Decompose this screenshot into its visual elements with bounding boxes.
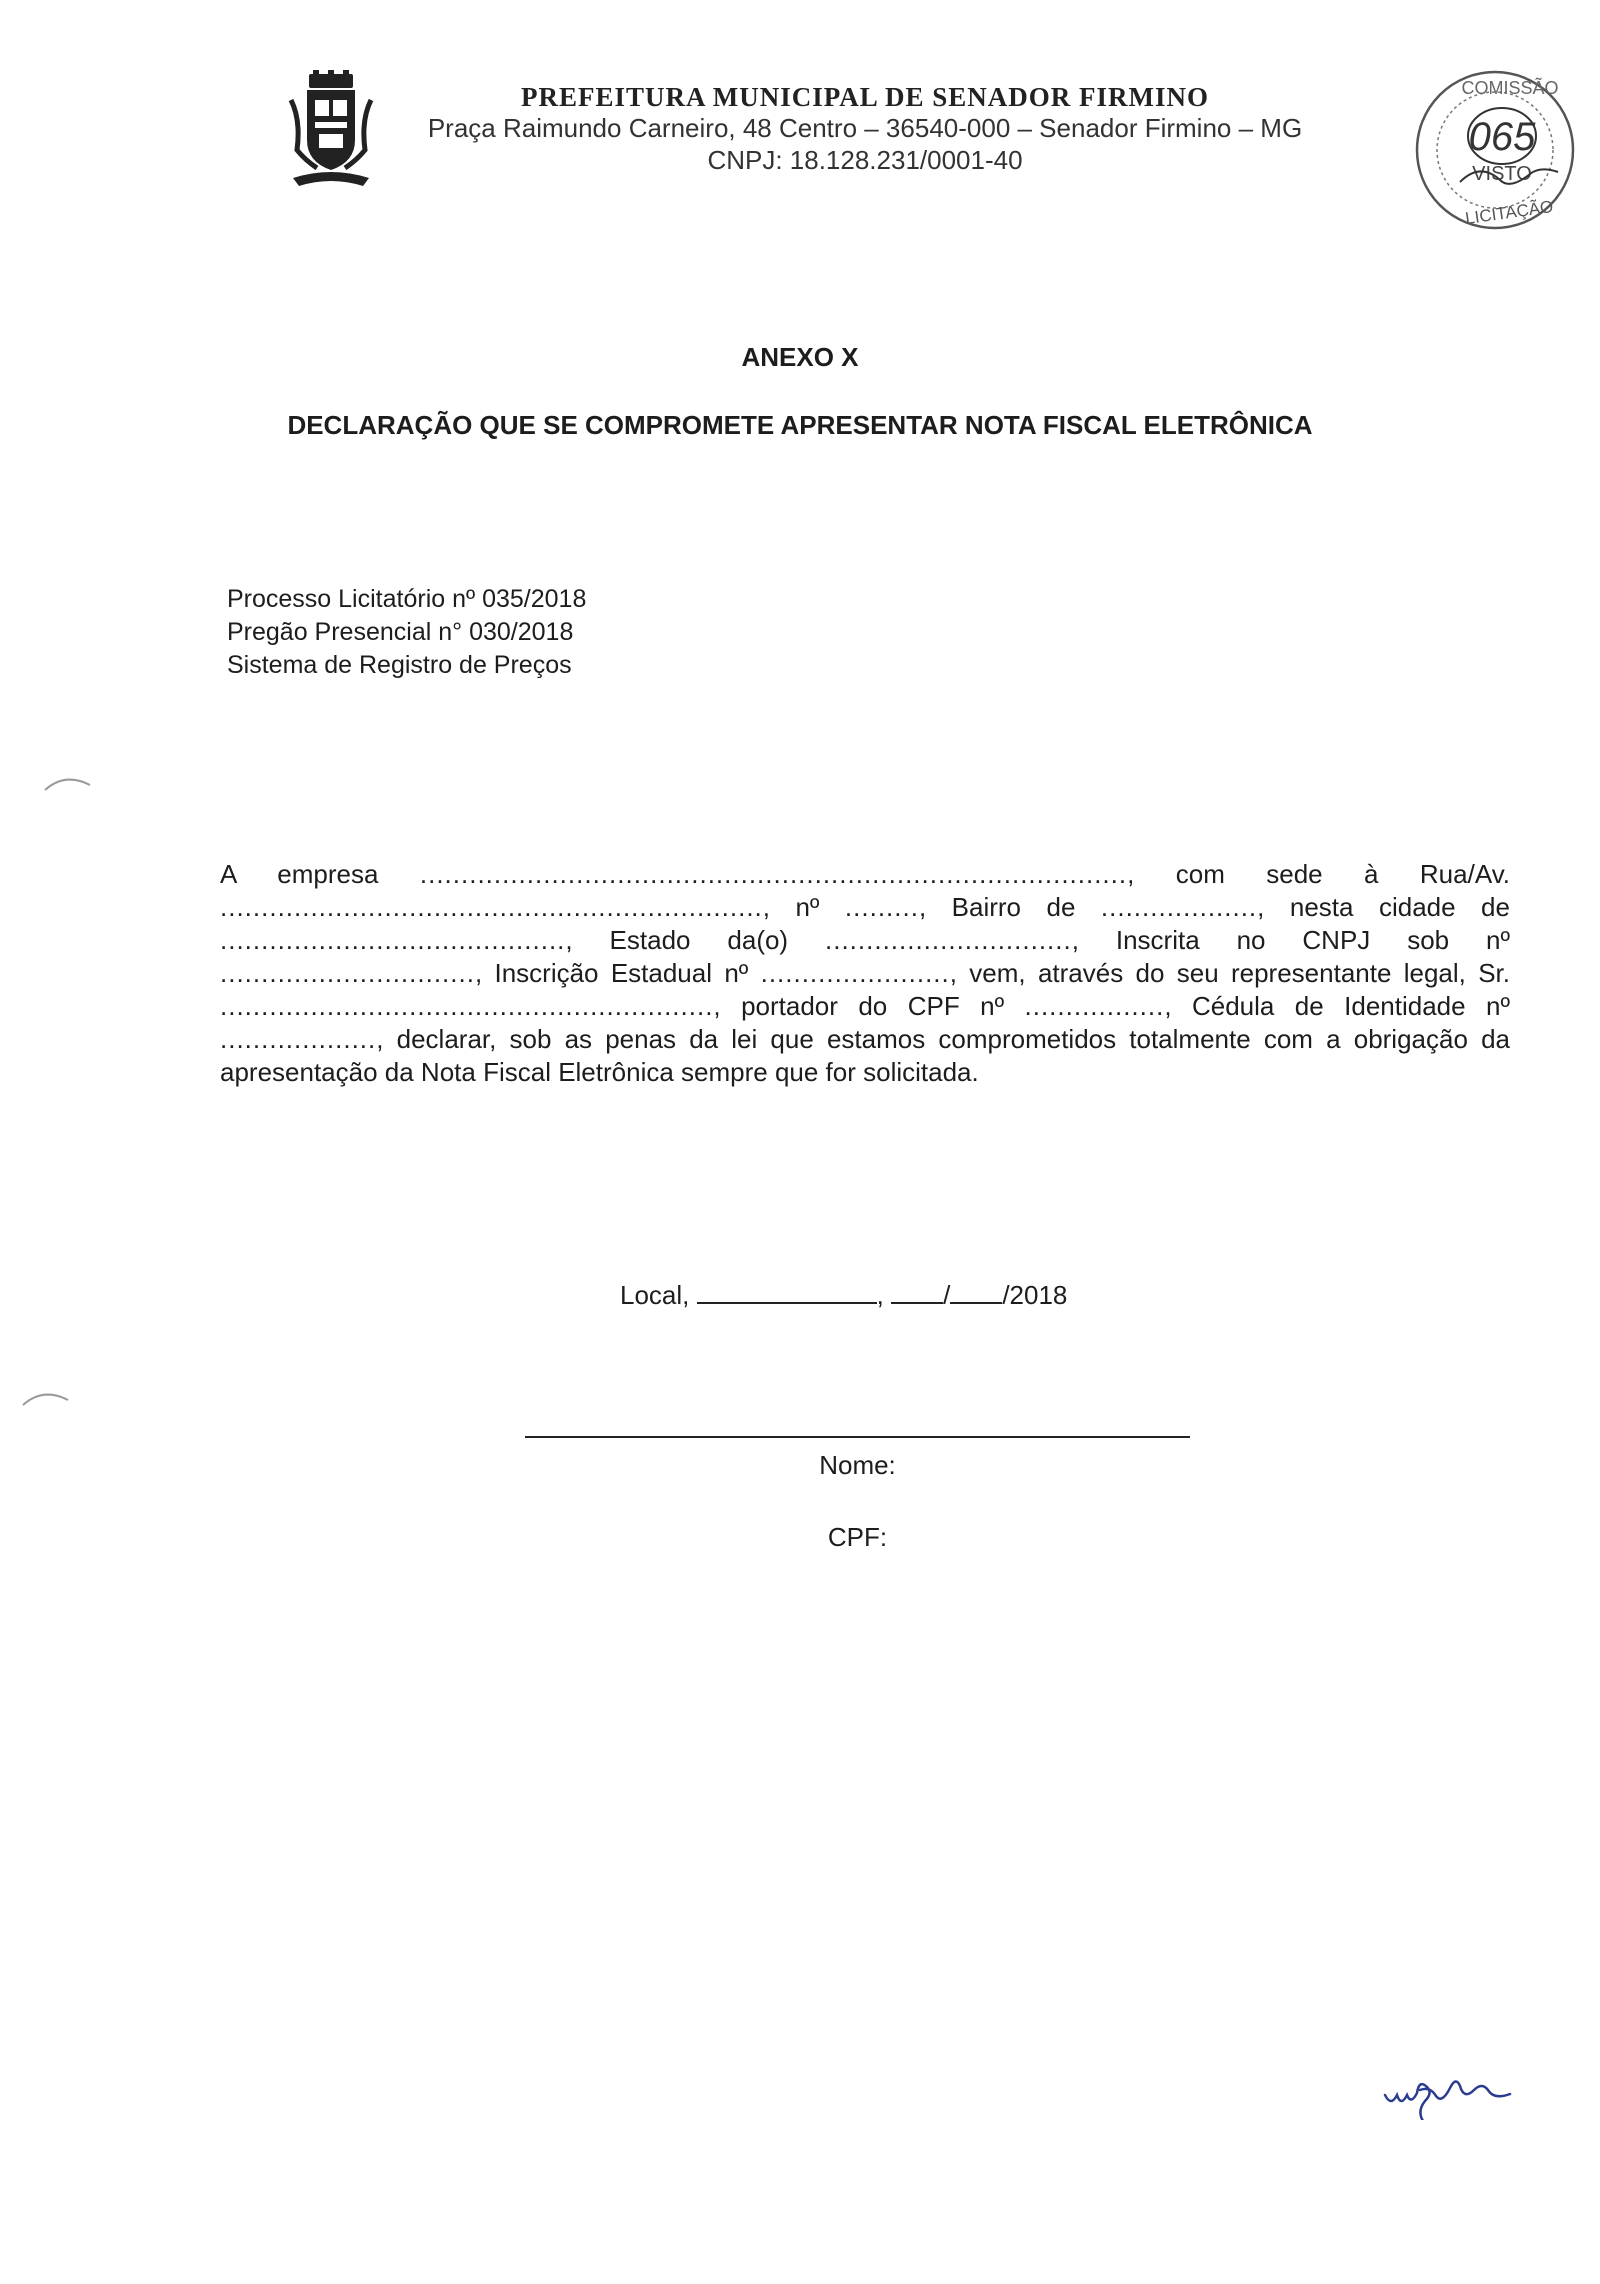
blank-day [891, 1280, 943, 1304]
body-text: , vem, através do seu representante legal, Sr. [949, 958, 1510, 988]
stamp-top-text: COMISSÃO [1461, 78, 1559, 98]
registry-system: Sistema de Registro de Preços [227, 651, 572, 679]
header-title: PREFEITURA MUNICIPAL DE SENADOR FIRMINO [520, 82, 1210, 112]
body-text: , Inscrita no CNPJ sob nº [1071, 925, 1510, 955]
blank-city: .......................................... [220, 925, 566, 955]
blank-place [697, 1280, 877, 1304]
date-slash: / [943, 1280, 951, 1310]
blank-month [950, 1280, 1002, 1304]
body-text: , Estado da(o) [565, 925, 825, 955]
blank-cpf: ................. [1024, 991, 1165, 1021]
blank-identity: ................... [220, 1024, 377, 1054]
name-label: Nome: [819, 1450, 896, 1480]
body-text: , nesta cidade de [1257, 892, 1510, 922]
commission-stamp-icon [1390, 62, 1590, 242]
stamp-middle-text: VISTO [1472, 163, 1532, 185]
handwritten-rubric-icon [1380, 2060, 1540, 2120]
body-text: , nº [762, 892, 845, 922]
annex-title: ANEXO X [741, 342, 859, 372]
blank-state-registration: ....................... [760, 958, 950, 988]
body-text: , com sede à Rua/Av. [1127, 859, 1510, 889]
scan-mark-icon [18, 1385, 78, 1415]
declaration-body [220, 858, 1510, 1089]
blank-street: .................................................................. [220, 892, 763, 922]
process-number: Processo Licitatório nº 035/2018 [227, 585, 587, 613]
auction-number: Pregão Presencial n° 030/2018 [227, 618, 574, 646]
body-text: , declarar, sob as penas da lei que estamos comprometidos totalmente com a obrigação da apresentação da Nota Fiscal Eletrônica sempre que for solicitada. [220, 1024, 1510, 1087]
header-address: Praça Raimundo Carneiro, 48 Centro – 36540-000 – Senador Firmino – MG [427, 113, 1303, 143]
body-text: A empresa [220, 859, 420, 889]
body-text: , Cédula de Identidade nº [1164, 991, 1510, 1021]
blank-state: .............................. [825, 925, 1072, 955]
date-comma: , [876, 1280, 884, 1310]
process-info [227, 583, 586, 682]
header-cnpj: CNPJ: 18.128.231/0001-40 [707, 145, 1023, 175]
body-text: , Bairro de [918, 892, 1101, 922]
blank-company: ...................................................................................... [419, 859, 1128, 889]
blank-representative: ............................................................ [220, 991, 714, 1021]
signature-line [525, 1436, 1190, 1438]
body-text: , Inscrição Estadual nº [474, 958, 761, 988]
date-year: /2018 [1002, 1280, 1068, 1310]
place-date-line [620, 1280, 1067, 1311]
declaration-title: DECLARAÇÃO QUE SE COMPROMETE APRESENTAR NOTA FISCAL ELETRÔNICA [287, 410, 1313, 440]
scan-mark-icon [40, 770, 100, 800]
blank-cnpj: ............................... [220, 958, 475, 988]
body-text: , portador do CPF nº [713, 991, 1025, 1021]
stamp-number: 065 [1468, 115, 1536, 159]
cpf-label: CPF: [827, 1522, 888, 1552]
stamp-bottom-text: LICITAÇÃO [1464, 196, 1555, 229]
blank-number: ......... [844, 892, 919, 922]
local-label: Local, [620, 1280, 690, 1310]
blank-district: ................... [1100, 892, 1258, 922]
